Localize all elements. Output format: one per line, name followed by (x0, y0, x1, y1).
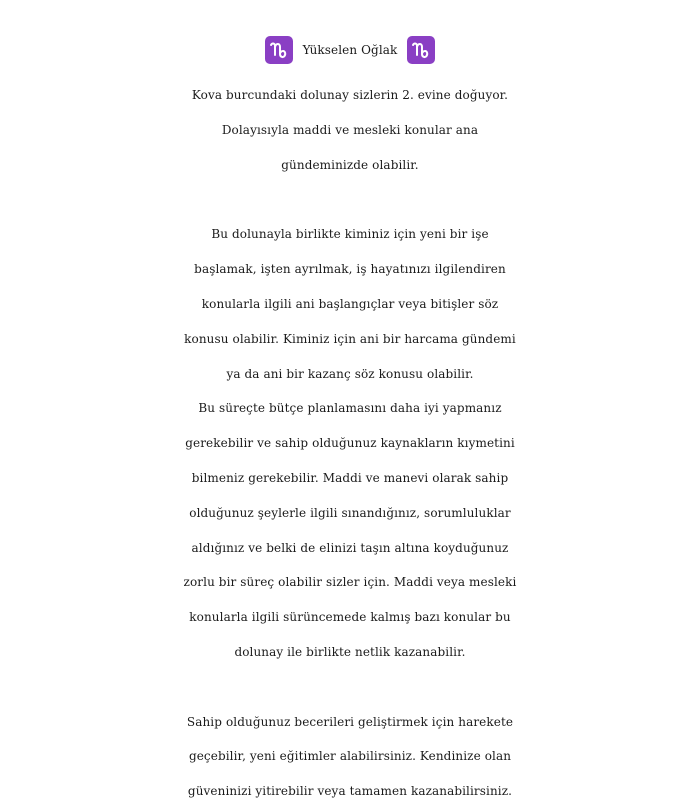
paragraph2-line: ya da ani bir kazanç söz konusu olabilir. (226, 366, 474, 381)
paragraph4-line: Sahip olduğunuz becerileri geliştirmek için harekete (186, 714, 514, 729)
paragraph-spacer (0, 183, 700, 218)
paragraph3-line: dolunay ile birlikte netlik kazanabilir. (234, 644, 466, 659)
capricorn-sign-icon (407, 36, 435, 64)
paragraph2-line: konusu olabilir. Kiminiz için ani bir harcama gündemi (184, 331, 516, 346)
title-text: Yükselen Oğlak (302, 43, 398, 57)
paragraph1-line: Kova burcundaki dolunay sizlerin 2. evine doğuyor. (191, 88, 509, 103)
paragraph3-line: konularla ilgili sürüncemede kalmış bazı konular bu (189, 610, 511, 625)
paragraph-spacer (0, 670, 700, 705)
paragraph2-line: Bu dolunayla birlikte kiminiz için yeni bir işe (211, 227, 489, 242)
paragraph1-line: gündeminizde olabilir. (281, 157, 419, 172)
paragraph3-line: Bu süreçte bütçe planlamasını daha iyi yapmanız (198, 401, 502, 416)
capricorn-sign-icon (265, 36, 293, 64)
paragraph4-line: güveninizi yitirebilir veya tamamen kazanabilirsiniz. (187, 784, 513, 799)
paragraph2-line: konularla ilgili ani başlangıçlar veya bitişler söz (201, 296, 499, 311)
paragraph3-line: aldığınız ve belki de elinizi taşın altına koyduğunuz (191, 540, 509, 555)
title (265, 33, 436, 68)
horoscope-text (0, 33, 700, 809)
paragraph3-line: gerekebilir ve sahip olduğunuz kaynakların kıymetini (185, 436, 515, 451)
paragraph3-line: olduğunuz şeylerle ilgili sınandığınız, sorumluluklar (189, 505, 511, 520)
paragraph2-line: başlamak, işten ayrılmak, iş hayatınızı ilgilendiren (194, 262, 506, 277)
paragraph3-line: zorlu bir süreç olabilir sizler için. Maddi veya mesleki (183, 575, 517, 590)
paragraph4-line: geçebilir, yeni eğitimler alabilirsiniz. Kendinize olan (188, 749, 512, 764)
paragraph3-line: bilmeniz gerekebilir. Maddi ve manevi olarak sahip (191, 470, 509, 485)
paragraph1-line: Dolayısıyla maddi ve mesleki konular ana (221, 122, 479, 137)
title-line (0, 33, 700, 78)
